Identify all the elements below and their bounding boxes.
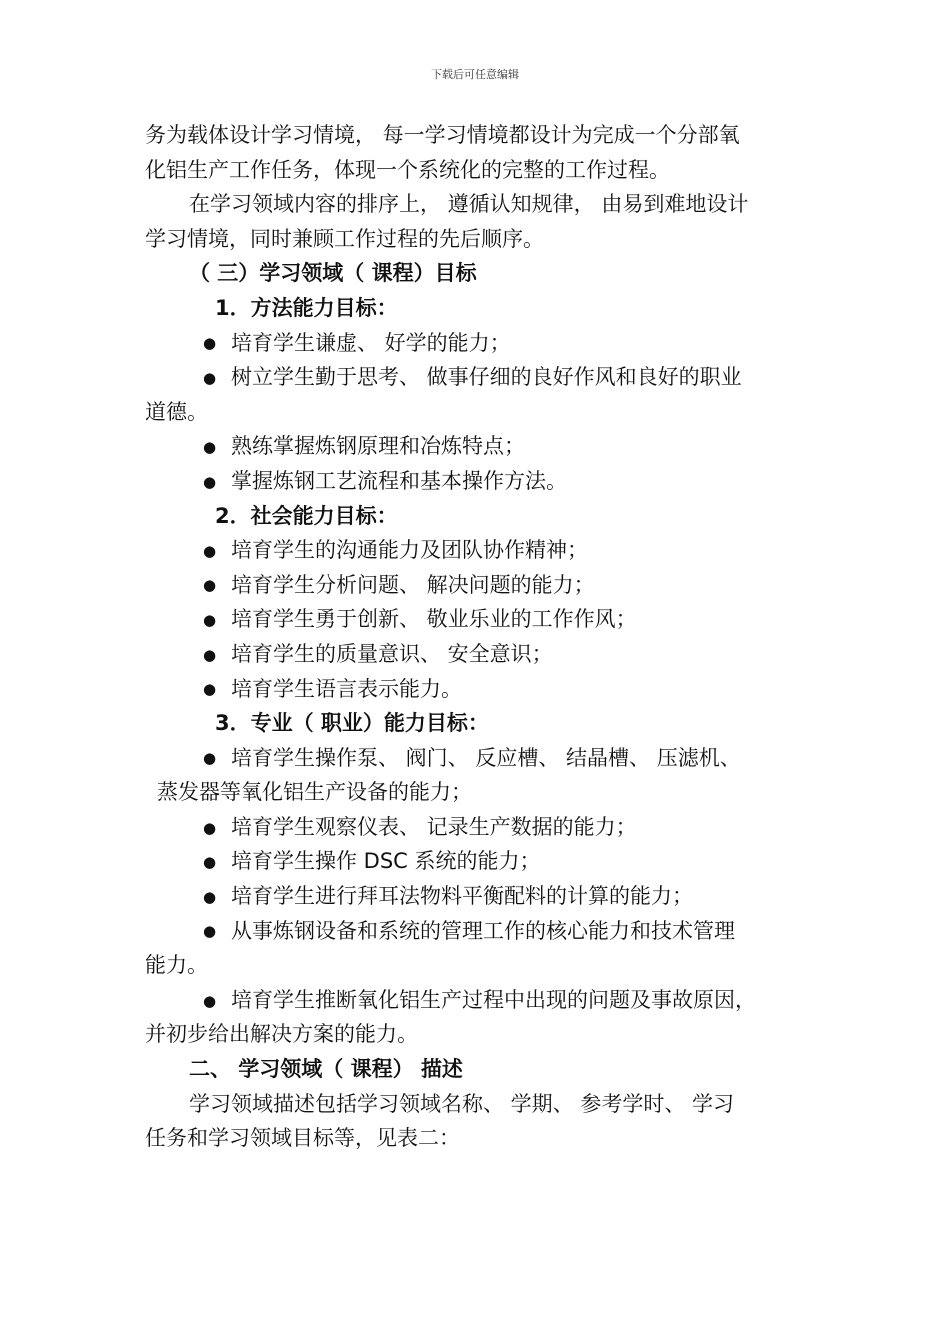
line-text: 蒸发器等氧化铝生产设备的能力； — [157, 780, 472, 805]
line-text: 培育学生进行拜耳法物料平衡配料的计算的能力； — [231, 884, 693, 909]
bullet-item — [145, 429, 825, 464]
bullet-item — [145, 464, 825, 499]
section-heading — [145, 499, 825, 534]
paragraph-line — [145, 222, 825, 257]
paragraph-line — [145, 775, 825, 810]
bullet-item — [145, 533, 825, 568]
bullet-icon: ● — [203, 368, 217, 387]
bullet-item — [145, 844, 825, 879]
paragraph-line — [145, 395, 825, 430]
line-text: 务为载体设计学习情境， 每一学习情境都设计为完成一个分部氧 — [145, 123, 740, 147]
line-text: 培育学生谦虚、 好学的能力； — [231, 330, 511, 355]
bullet-item — [145, 914, 825, 949]
line-text: 培育学生的质量意识、 安全意识； — [231, 641, 553, 666]
line-text: 培育学生操作 DSC 系统的能力； — [231, 849, 541, 874]
line-text: 培育学生的沟通能力及团队协作精神； — [231, 538, 588, 563]
section-heading — [145, 1052, 825, 1087]
bullet-item — [145, 568, 825, 603]
line-text: 培育学生勇于创新、 敬业乐业的工作作风； — [231, 607, 637, 632]
document-body — [145, 118, 825, 1156]
paragraph-line — [145, 1121, 825, 1156]
bullet-item — [145, 326, 825, 361]
paragraph-line — [145, 948, 825, 983]
bullet-item — [145, 741, 825, 776]
section-heading — [145, 256, 825, 291]
line-text: 并初步给出解决方案的能力。 — [145, 1022, 418, 1047]
line-text: 学习情境，同时兼顾工作过程的先后顺序。 — [145, 226, 544, 251]
bullet-icon: ● — [203, 438, 217, 457]
line-text: 培育学生分析问题、 解决问题的能力； — [231, 572, 595, 597]
section-heading — [145, 706, 825, 741]
line-text: （ 三）学习领域（ 课程）目标 — [189, 261, 477, 286]
line-text: 熟练掌握炼钢原理和冶炼特点； — [231, 434, 525, 459]
line-text: 任务和学习领域目标等，见表二： — [145, 1126, 460, 1151]
bullet-item — [145, 879, 825, 914]
bullet-item — [145, 602, 825, 637]
bullet-icon: ● — [203, 541, 217, 560]
line-text: 培育学生操作泵、 阀门、 反应槽、 结晶槽、 压滤机、 — [231, 745, 741, 770]
line-text: 3．专业（ 职业）能力目标： — [215, 711, 489, 736]
bullet-item — [145, 983, 825, 1018]
bullet-icon: ● — [203, 645, 217, 664]
bullet-icon: ● — [203, 818, 217, 837]
bullet-icon: ● — [203, 887, 217, 906]
bullet-icon: ● — [203, 611, 217, 630]
line-text: 树立学生勤于思考、 做事仔细的良好作风和良好的职业 — [231, 365, 742, 390]
bullet-icon: ● — [203, 576, 217, 595]
line-text: 1．方法能力目标： — [215, 295, 398, 320]
bullet-icon: ● — [203, 680, 217, 699]
line-text: 从事炼钢设备和系统的管理工作的核心能力和技术管理 — [231, 918, 735, 943]
line-text: 2．社会能力目标： — [215, 503, 398, 528]
line-text: 二、 学习领域（ 课程） 描述 — [189, 1057, 463, 1082]
paragraph-line — [145, 118, 825, 153]
bullet-icon: ● — [203, 472, 217, 491]
bullet-item — [145, 810, 825, 845]
bullet-item — [145, 672, 825, 707]
paragraph-line — [145, 1017, 825, 1052]
section-heading — [145, 291, 825, 326]
line-text: 学习领域描述包括学习领域名称、 学期、 参考学时、 学习 — [189, 1091, 735, 1116]
line-text: 化铝生产工作任务，体现一个系统化的完整的工作过程。 — [145, 157, 670, 182]
bullet-item — [145, 637, 825, 672]
line-text: 培育学生观察仪表、 记录生产数据的能力； — [231, 814, 637, 839]
paragraph-line — [145, 1087, 825, 1122]
line-text: 培育学生推断氧化铝生产过程中出现的问题及事故原因， — [231, 987, 756, 1012]
bullet-icon: ● — [203, 334, 217, 353]
line-text: 掌握炼钢工艺流程和基本操作方法。 — [231, 468, 567, 493]
page-header: 下载后可任意编辑 — [431, 68, 519, 81]
paragraph-line — [145, 153, 825, 188]
bullet-icon: ● — [203, 749, 217, 768]
line-text: 在学习领域内容的排序上， 遵循认知规律， 由易到难地设计 — [189, 192, 749, 217]
paragraph-line — [145, 187, 825, 222]
bullet-icon: ● — [203, 853, 217, 872]
bullet-item — [145, 360, 825, 395]
bullet-icon: ● — [203, 922, 217, 941]
line-text: 培育学生语言表示能力。 — [231, 676, 462, 701]
bullet-icon: ● — [203, 991, 217, 1010]
line-text: 能力。 — [145, 953, 208, 978]
line-text: 道德。 — [145, 399, 208, 424]
